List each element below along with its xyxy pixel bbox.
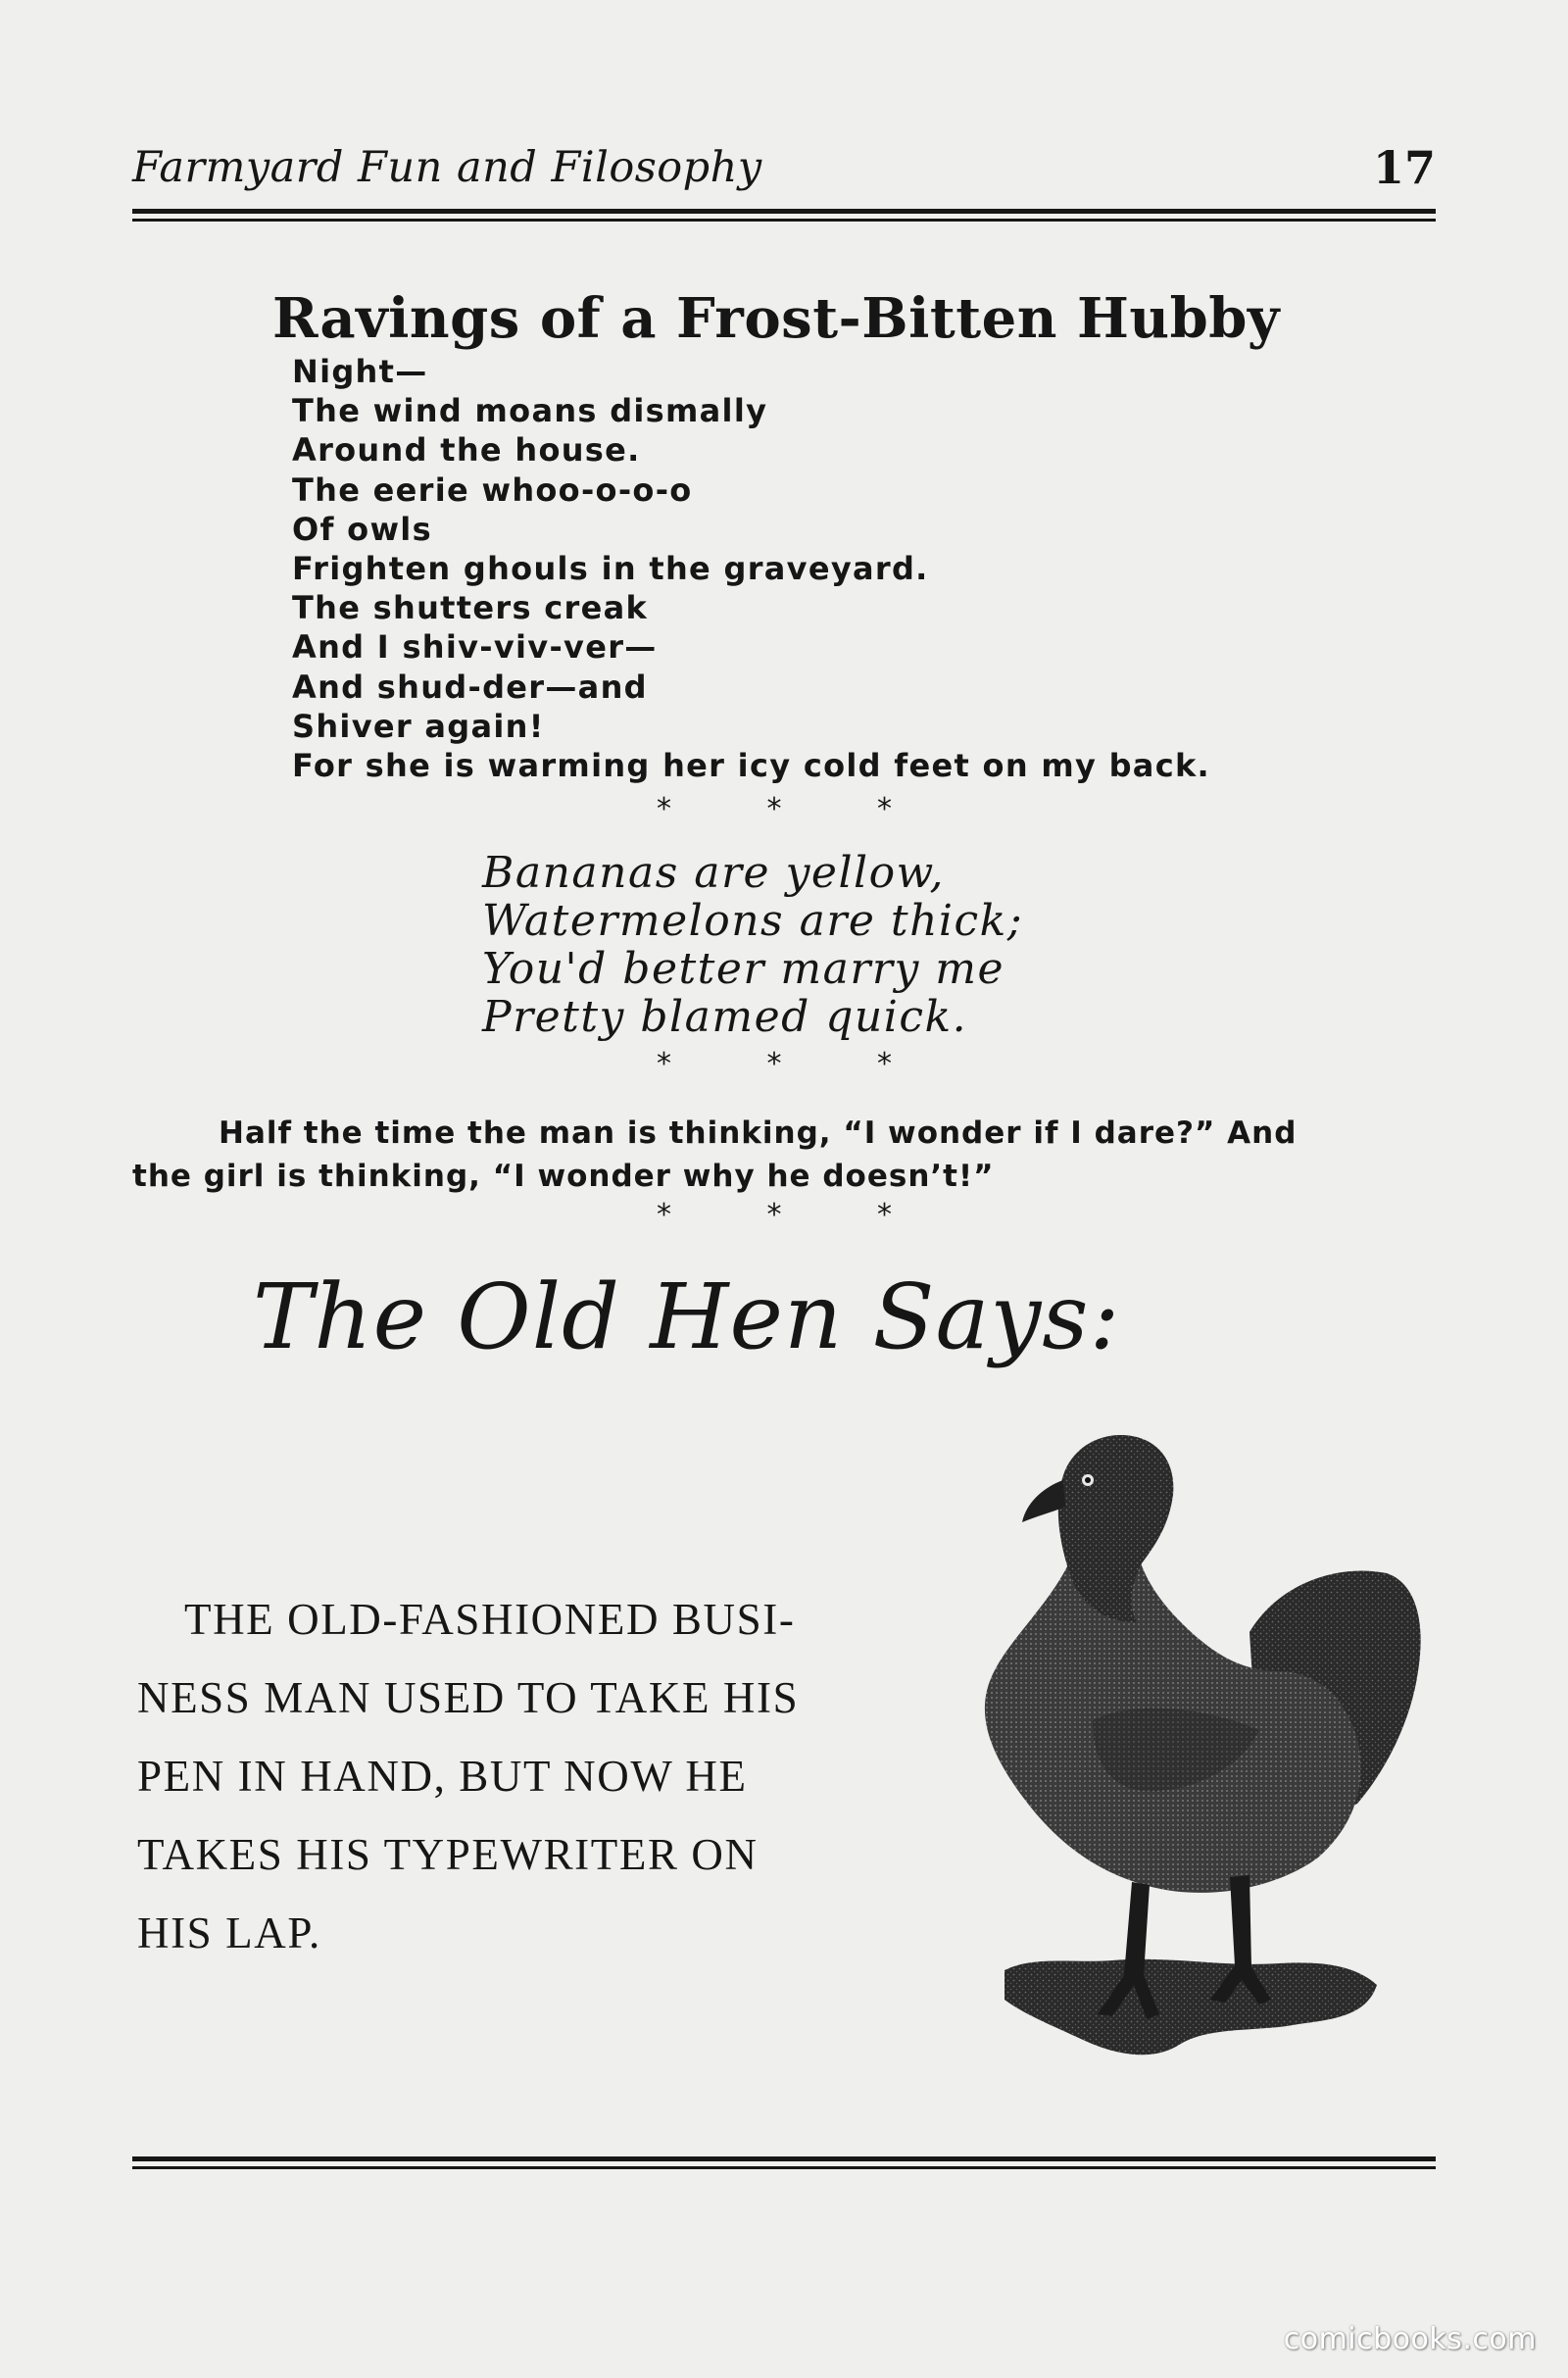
poem-line: Of owls [292,510,432,548]
verse-line: Pretty blamed quick. [482,992,968,1042]
poem-line: Shiver again! [292,707,545,745]
saying-line: PEN IN HAND, BUT NOW HE [137,1752,748,1801]
poem-line: Night— [292,353,428,390]
poem-line: Around the house. [292,431,641,470]
poem-line: The eerie whoo-o-o-o [292,471,693,509]
verse-line: Watermelons are thick; [482,896,1024,946]
poem-line: The wind moans dismally [292,392,768,430]
verse-bananas [482,849,1023,1041]
section-separator: * * * [656,792,936,826]
old-hen-saying [137,1580,921,1972]
poem-line: The shutters creak [292,589,649,627]
old-hen-heading: The Old Hen Says: [253,1264,1121,1369]
joke-line: the girl is thinking, “I wonder why he doesn’t!” [132,1159,995,1194]
poem-line: Frighten ghouls in the graveyard. [292,550,929,588]
hen-illustration [965,1426,1436,2112]
verse-line: You'd better marry me [482,944,1005,994]
joke-paragraph [132,1112,1436,1198]
poem-line: And shud-der—and [292,668,648,706]
poem-line: And I shiv-viv-ver— [292,628,658,667]
header-rule [132,209,1436,224]
saying-line: THE OLD-FASHIONED BUSI- [184,1595,796,1644]
joke-line: Half the time the man is thinking, “I wonder if I dare?” And [219,1115,1298,1151]
footer-rule [132,2156,1436,2172]
watermark: comicbooks.com [1283,2322,1537,2356]
verse-line: Bananas are yellow, [482,848,946,898]
book-title: Farmyard Fun and Filosophy [132,143,762,192]
page-number: 17 [1372,141,1436,194]
poem-body [292,352,1210,785]
saying-line: HIS LAP. [137,1908,321,1957]
section-separator: * * * [656,1198,936,1232]
hen-icon [965,1426,1436,2112]
saying-line: NESS MAN USED TO TAKE HIS [137,1673,800,1722]
running-head [132,137,1436,206]
saying-line: TAKES HIS TYPEWRITER ON [137,1830,759,1879]
section-separator: * * * [656,1047,936,1081]
poem-title: Ravings of a Frost-Bitten Hubby [272,286,1280,351]
poem-line: For she is warming her icy cold feet on my back. [292,747,1211,785]
